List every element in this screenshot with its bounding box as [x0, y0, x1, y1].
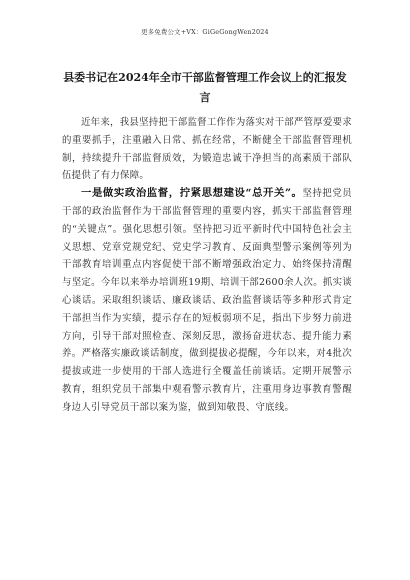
- paragraph-lead-heading: 一是做实政治监督，拧紧思想建设“总开关”。: [81, 187, 303, 200]
- header-note: 更多免费公文+VX：GiGeGongWen2024: [141, 28, 269, 36]
- paragraph-intro: [62, 114, 352, 185]
- paragraph-intro-text: 近年来，我县坚持把干部监督工作作为落实对干部严管厚爱要求的重要抓手，注重融入日常、抓在经常，不断健全干部监督管理机制，持续提升干部监督质效，为锻造忠诚干净担当的高素质干部队伍提供了有力保障。: [62, 117, 352, 182]
- document-title: 县委书记在2024年全市干部监督管理工作会议上的汇报发言: [63, 71, 347, 104]
- paragraph-body-text: 坚持把党员干部的政治监督作为干部监督管理的重要内容，抓实干部监督管理的“关键点”。强化思想引领。坚持把习近平新时代中国特色社会主义思想、党章党规党纪、党史学习教育、反面典型警示案例等列为干部教育培训重点内容促使干部不断增强政治定力、始终保持清醒与坚定。今年以来举办培训班19期、培训干部2600余人次。抓实谈心谈话。采取组织谈话、廉政谈话、政治监督谈话等多种形式肯定干部担当作为实绩，提示存在的短板弱项不足，指出下步努力前进方向，引导干部对照检查、深刻反思，激扬奋进状态、提升能力素养。严格落实廉政谈话制度，做到提拔必提醒，今年以来，对4批次提拔或进一步使用的干部人选进行全覆盖任前谈话。定期开展警示教育，组织党员干部集中观看警示教育片，注重用身边事教育警醒身边人引导党员干部以案为鉴，做到知敬畏、守底线。: [62, 188, 352, 413]
- document-body: [62, 114, 352, 417]
- paragraph-political-supervision: [62, 185, 352, 416]
